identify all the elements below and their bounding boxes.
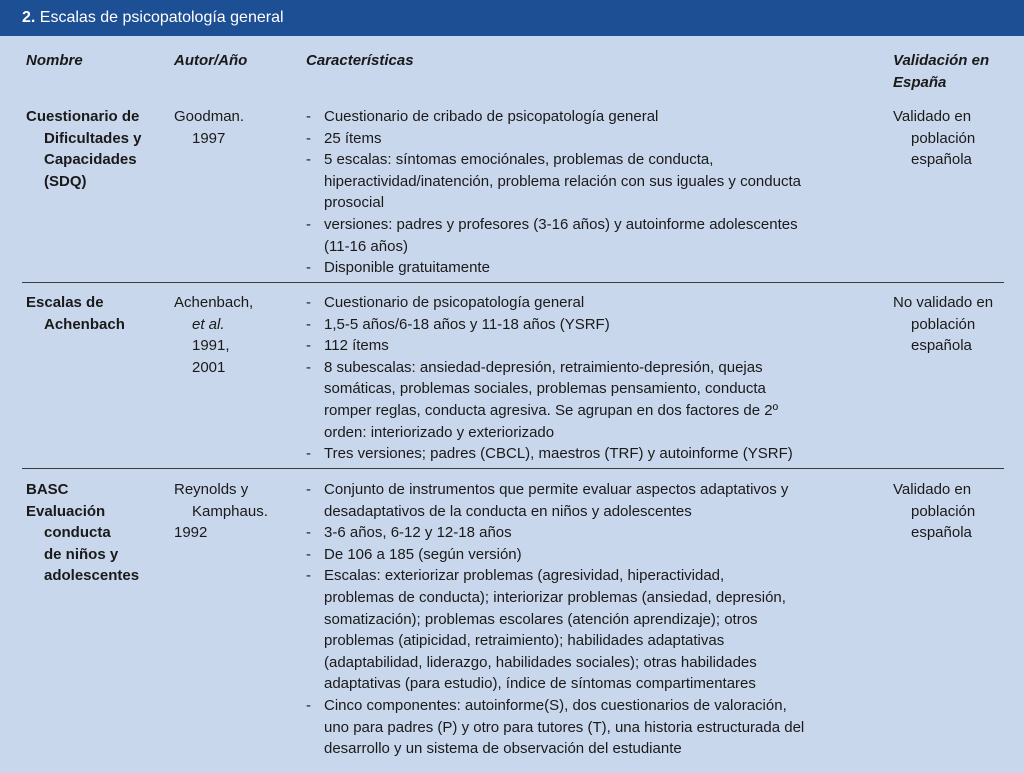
feature-line: uno para padres (P) y otro para tutores (T), una historia estructurada del	[324, 718, 805, 736]
row-divider	[22, 282, 1004, 283]
name-line: de niños y	[44, 545, 119, 563]
feature-line: - Cinco componentes: autoinforme(S), dos cuestionarios de valoración,	[306, 695, 876, 717]
row-features-basc	[306, 479, 876, 760]
feature-line: - Cuestionario de cribado de psicopatología general	[306, 106, 876, 128]
feature-line: - 112 ítems	[306, 335, 876, 357]
row-name-sdq	[26, 106, 166, 192]
author-line: Achenbach,	[174, 294, 254, 311]
validation-line: Validado en	[893, 108, 972, 125]
author-line: 2001	[192, 358, 226, 376]
author-line: 1992	[174, 524, 208, 542]
feature-line: - Escalas: exteriorizar problemas (agresividad, hiperactividad,	[306, 565, 876, 587]
author-line: Goodman.	[174, 108, 245, 125]
name-line: Cuestionario de	[26, 108, 140, 125]
validation-line: española	[911, 151, 972, 169]
validation-line: población	[911, 315, 976, 333]
feature-line: - 5 escalas: síntomas emociónales, problemas de conducta,	[306, 149, 876, 171]
col-header-caracteristicas: Características	[306, 52, 414, 69]
col-header-validacion	[893, 50, 1018, 93]
validation-line: población	[911, 502, 976, 520]
feature-line: adaptativas (para estudio), índice de síntomas compartimentares	[324, 675, 756, 693]
row-validation-sdq	[893, 106, 1018, 171]
feature-line: - Cuestionario de psicopatología general	[306, 292, 876, 314]
row-features-sdq	[306, 106, 876, 279]
name-line: Achenbach	[44, 315, 125, 333]
author-line: et al.	[192, 315, 225, 333]
author-line: Kamphaus.	[192, 502, 268, 520]
name-line: Escalas de	[26, 294, 104, 311]
feature-line: prosocial	[324, 194, 385, 212]
validation-line: población	[911, 129, 976, 147]
name-line: conducta	[44, 524, 111, 542]
feature-line: somáticas, problemas sociales, problemas pensamiento, conducta	[324, 380, 766, 398]
feature-line: somatización); problemas escolares (atención aprendizaje); otros	[324, 610, 758, 628]
feature-line: - 3-6 años, 6-12 y 12-18 años	[306, 522, 876, 544]
row-name-achenbach	[26, 292, 166, 335]
col-header-nombre: Nombre	[26, 52, 83, 69]
feature-line: desadaptativos de la conducta en niños y adolescentes	[324, 502, 692, 520]
row-author-sdq	[174, 106, 294, 149]
col-header-validacion-line: Validación en	[893, 52, 990, 69]
feature-line: orden: interiorizado y exteriorizado	[324, 423, 555, 441]
table-header-bar	[0, 0, 1024, 36]
name-line: Dificultades y	[44, 129, 142, 147]
feature-line: - 1,5-5 años/6-18 años y 11-18 años (YSRF)	[306, 314, 876, 336]
name-line: adolescentes	[44, 567, 140, 585]
feature-line: (adaptabilidad, liderazgo, habilidades sociales); otras habilidades	[324, 653, 757, 671]
row-author-achenbach	[174, 292, 294, 378]
row-validation-achenbach	[893, 292, 1018, 357]
validation-line: No validado en	[893, 294, 994, 311]
author-line: Reynolds y	[174, 481, 249, 498]
row-divider	[22, 468, 1004, 469]
author-line: 1997	[192, 129, 226, 147]
name-line: BASC	[26, 481, 69, 498]
validation-line: Validado en	[893, 481, 972, 498]
feature-line: - Disponible gratuitamente	[306, 257, 876, 279]
feature-line: - Tres versiones; padres (CBCL), maestros (TRF) y autoinforme (YSRF)	[306, 443, 876, 465]
feature-line: (11-16 años)	[324, 237, 408, 255]
feature-line: - 8 subescalas: ansiedad-depresión, retraimiento-depresión, quejas	[306, 357, 876, 379]
validation-line: española	[911, 524, 972, 542]
feature-line: desarrollo y un sistema de observación del estudiante	[324, 740, 682, 758]
name-line: Capacidades	[44, 151, 137, 169]
feature-line: - De 106 a 185 (según versión)	[306, 544, 876, 566]
feature-line: - Conjunto de instrumentos que permite evaluar aspectos adaptativos y	[306, 479, 876, 501]
feature-line: - versiones: padres y profesores (3-16 años) y autoinforme adolescentes	[306, 214, 876, 236]
feature-line: problemas de conducta); interiorizar problemas (ansiedad, depresión,	[324, 588, 786, 606]
col-header-autor: Autor/Año	[174, 52, 248, 69]
feature-line: - 25 ítems	[306, 128, 876, 150]
row-validation-basc	[893, 479, 1018, 544]
feature-line: romper reglas, conducta agresiva. Se agrupan en dos factores de 2º	[324, 401, 779, 419]
col-header-validacion-line: España	[893, 73, 947, 91]
table-title: Escalas de psicopatología general	[39, 9, 284, 26]
validation-line: española	[911, 337, 972, 355]
name-line: (SDQ)	[44, 172, 87, 190]
name-line: Evaluación	[26, 502, 106, 520]
author-line: 1991,	[192, 337, 230, 355]
row-author-basc	[174, 479, 294, 544]
feature-line: hiperactividad/inatención, problema relación con sus iguales y conducta	[324, 172, 801, 190]
row-name-basc	[26, 479, 166, 587]
table-number: 2.	[22, 9, 36, 26]
feature-line: problemas (atipicidad, retraimiento); habilidades adaptativas	[324, 632, 725, 650]
row-features-achenbach	[306, 292, 876, 465]
